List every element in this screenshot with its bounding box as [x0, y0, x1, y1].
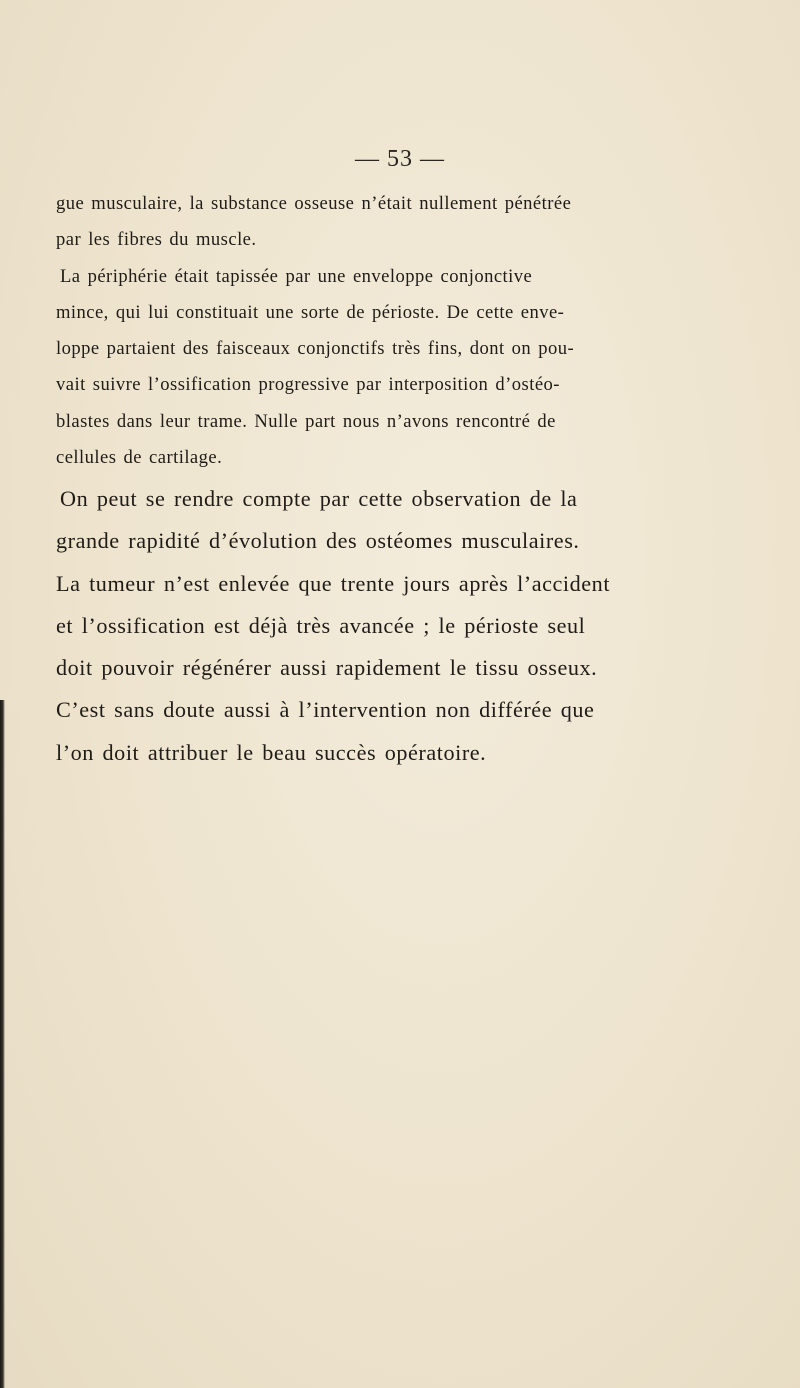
paragraph-3: [56, 478, 652, 774]
paragraph-1: [56, 186, 652, 259]
text-line: grande rapidité d’évolution des ostéomes musculaires.: [56, 528, 580, 554]
text-line: La périphérie était tapissée par une enveloppe conjonctive: [60, 265, 533, 287]
paragraph-2: [56, 259, 652, 477]
small-print-section: [56, 186, 652, 476]
page-number: — 53 —: [355, 146, 445, 172]
text-line: C’est sans doute aussi à l’intervention non différée que: [56, 697, 595, 723]
text-line: mince, qui lui constituait une sorte de périoste. De cette enve-: [56, 301, 565, 323]
text-line: On peut se rendre compte par cette observation de la: [60, 486, 578, 511]
text-line: par les fibres du muscle.: [56, 229, 257, 251]
text-line: et l’ossification est déjà très avancée ; le périoste seul: [56, 612, 586, 638]
large-print-section: [56, 478, 652, 774]
text-line: cellules de cartilage.: [56, 447, 223, 469]
text-line: doit pouvoir régénérer aussi rapidement le tissu osseux.: [56, 655, 598, 681]
page-edge-shadow: [0, 700, 5, 1388]
text-line: blastes dans leur trame. Nulle part nous n’avons rencontré de: [56, 410, 556, 432]
text-line: l’on doit attribuer le beau succès opératoire.: [56, 739, 487, 765]
text-line: gue musculaire, la substance osseuse n’était nullement pénétrée: [56, 193, 572, 214]
text-line: La tumeur n’est enlevée que trente jours après l’accident: [56, 570, 611, 596]
text-line: vait suivre l’ossification progressive par interposition d’ostéo-: [56, 374, 560, 396]
text-line: loppe partaient des faisceaux conjonctifs très fins, dont on pou-: [56, 338, 575, 360]
